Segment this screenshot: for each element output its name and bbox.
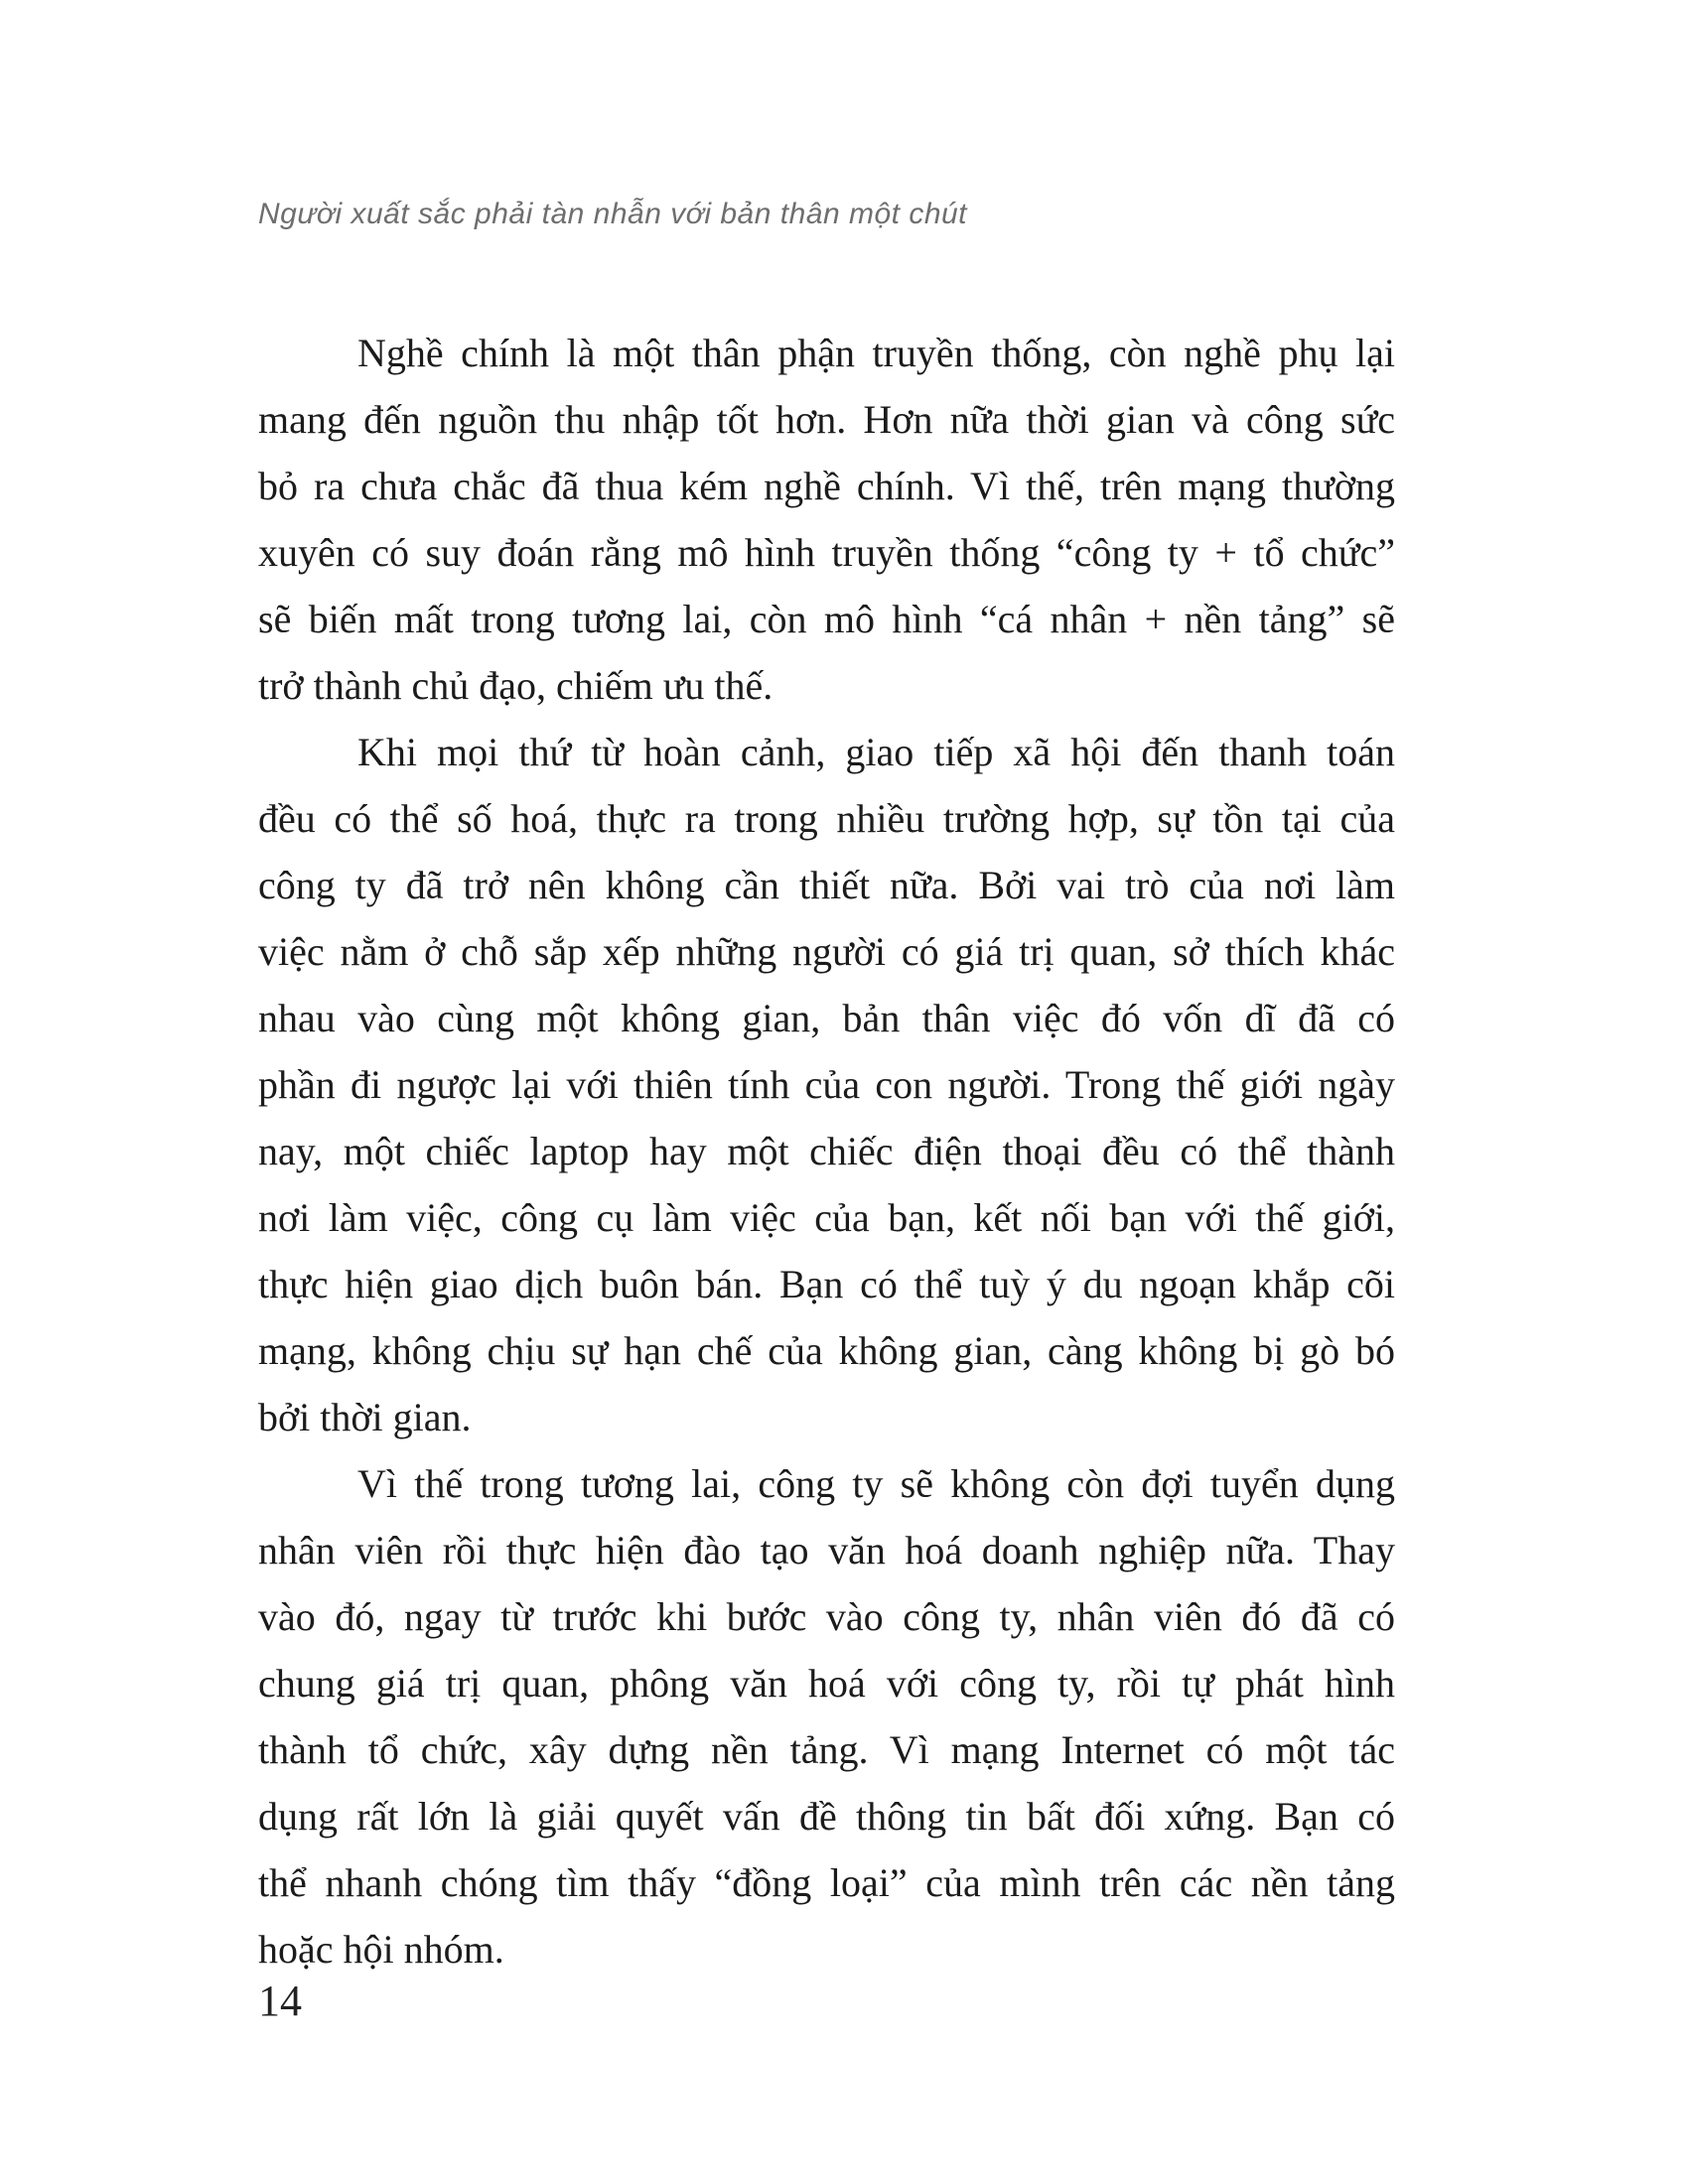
- running-head: Người xuất sắc phải tàn nhẫn với bản thân một chút: [258, 198, 968, 230]
- body-text: [258, 320, 1395, 1982]
- body-line: mang đến nguồn thu nhập tốt hơn. Hơn nữa thời gian và công sức: [258, 397, 1395, 442]
- body-line: sẽ biến mất trong tương lai, còn mô hình “cá nhân + nền tảng” sẽ: [258, 597, 1395, 641]
- body-line: nhau vào cùng một không gian, bản thân việc đó vốn dĩ đã có: [258, 996, 1395, 1040]
- body-line: thành tổ chức, xây dựng nền tảng. Vì mạng Internet có một tác: [258, 1727, 1395, 1772]
- body-line: thực hiện giao dịch buôn bán. Bạn có thể tuỳ ý du ngoạn khắp cõi: [258, 1262, 1395, 1306]
- paragraph: [258, 1450, 1395, 1982]
- body-line: xuyên có suy đoán rằng mô hình truyền thống “công ty + tổ chức”: [258, 530, 1395, 575]
- paragraph: [258, 320, 1395, 719]
- body-line: Vì thế trong tương lai, công ty sẽ không còn đợi tuyển dụng: [357, 1461, 1395, 1506]
- body-line: nay, một chiếc laptop hay một chiếc điện thoại đều có thể thành: [258, 1129, 1395, 1173]
- body-line: dụng rất lớn là giải quyết vấn đề thông tin bất đối xứng. Bạn có: [258, 1794, 1395, 1839]
- body-line: nơi làm việc, công cụ làm việc của bạn, kết nối bạn với thế giới,: [258, 1195, 1395, 1240]
- body-line: công ty đã trở nên không cần thiết nữa. Bởi vai trò của nơi làm: [258, 863, 1395, 907]
- body-line: bỏ ra chưa chắc đã thua kém nghề chính. Vì thế, trên mạng thường: [258, 464, 1395, 508]
- body-line: mạng, không chịu sự hạn chế của không gian, càng không bị gò bó: [258, 1328, 1395, 1373]
- body-line: Nghề chính là một thân phận truyền thống, còn nghề phụ lại: [357, 331, 1395, 375]
- body-line: việc nằm ở chỗ sắp xếp những người có giá trị quan, sở thích khác: [258, 929, 1395, 974]
- body-line: bởi thời gian.: [258, 1395, 472, 1439]
- body-line: hoặc hội nhóm.: [258, 1927, 504, 1972]
- body-line: vào đó, ngay từ trước khi bước vào công ty, nhân viên đó đã có: [258, 1594, 1395, 1639]
- body-line: phần đi ngược lại với thiên tính của con người. Trong thế giới ngày: [258, 1062, 1395, 1107]
- body-line: trở thành chủ đạo, chiếm ưu thế.: [258, 663, 774, 708]
- body-line: nhân viên rồi thực hiện đào tạo văn hoá doanh nghiệp nữa. Thay: [258, 1528, 1395, 1572]
- page-number: 14: [258, 1977, 302, 2025]
- body-line: chung giá trị quan, phông văn hoá với công ty, rồi tự phát hình: [258, 1661, 1395, 1706]
- body-line: Khi mọi thứ từ hoàn cảnh, giao tiếp xã hội đến thanh toán: [357, 730, 1395, 774]
- body-line: thể nhanh chóng tìm thấy “đồng loại” của mình trên các nền tảng: [258, 1860, 1395, 1905]
- paragraph: [258, 719, 1395, 1450]
- body-line: đều có thể số hoá, thực ra trong nhiều trường hợp, sự tồn tại của: [258, 796, 1395, 841]
